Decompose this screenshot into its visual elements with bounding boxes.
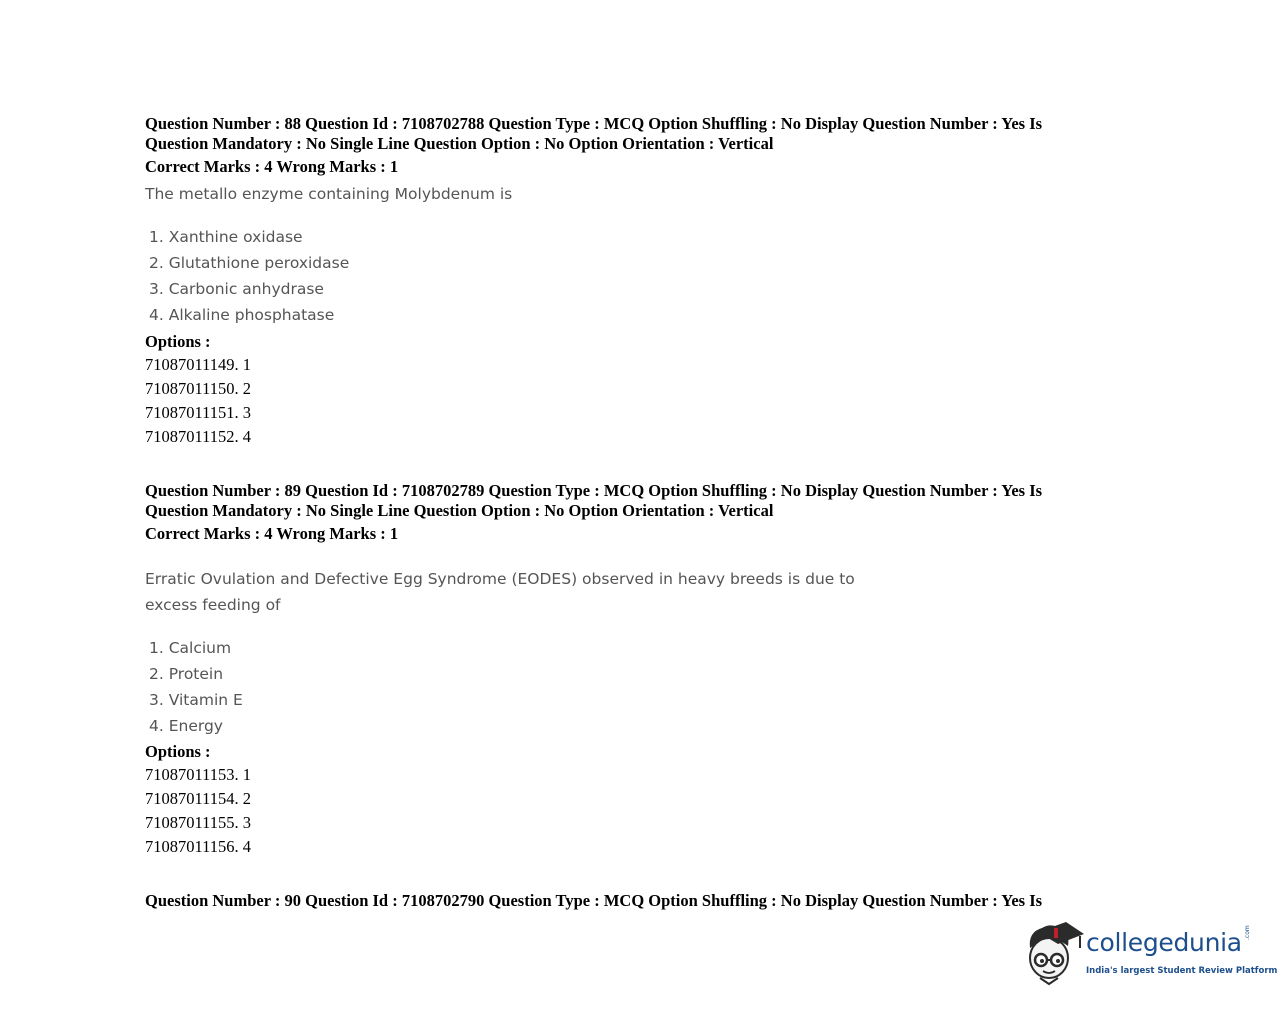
options-label: Options : (145, 332, 211, 351)
answer-choices (149, 224, 349, 328)
meta-line: Question Number : 90 Question Id : 7108702790 Question Type : MCQ Option Shuffling : No Display Question Number : Yes Is (145, 891, 1043, 910)
question-text (145, 181, 512, 207)
question-89-meta (145, 481, 1105, 521)
options-label: Options : (145, 742, 211, 761)
option-id: 71087011154. 2 (145, 789, 252, 808)
answer-choice: 1. Calcium (149, 639, 232, 657)
answer-choice: 3. Carbonic anhydrase (149, 280, 324, 298)
option-id: 71087011156. 4 (145, 837, 252, 856)
question-text-line: excess feeding of (145, 596, 281, 614)
answer-choice: 3. Vitamin E (149, 691, 243, 709)
question-text-line: Erratic Ovulation and Defective Egg Syndrome (EODES) observed in heavy breeds is due to (145, 570, 855, 588)
brand-tagline: India's largest Student Review Platform (1086, 966, 1278, 976)
question-90-meta (145, 891, 1105, 911)
collegedunia-logo (1022, 918, 1278, 990)
option-id: 71087011152. 4 (145, 427, 252, 446)
option-ids (145, 763, 251, 859)
option-id: 71087011155. 3 (145, 813, 252, 832)
answer-choice: 2. Glutathione peroxidase (149, 254, 350, 272)
meta-line: Question Mandatory : No Single Line Question Option : No Option Orientation : Vertical (145, 134, 774, 153)
student-mascot-icon (1022, 918, 1086, 990)
meta-line: Question Number : 88 Question Id : 7108702788 Question Type : MCQ Option Shuffling : No Display Question Number : Yes Is (145, 114, 1043, 133)
question-88-meta (145, 114, 1105, 154)
brand-name: collegedunia (1086, 928, 1242, 957)
brand-domain-suffix: .com (1244, 925, 1251, 940)
answer-choice: 4. Energy (149, 717, 223, 735)
question-text-line: The metallo enzyme containing Molybdenum is (145, 185, 513, 203)
question-text (145, 566, 855, 618)
answer-choice: 1. Xanthine oxidase (149, 228, 303, 246)
meta-line: Question Number : 89 Question Id : 7108702789 Question Type : MCQ Option Shuffling : No Display Question Number : Yes Is (145, 481, 1043, 500)
option-id: 71087011150. 2 (145, 379, 252, 398)
answer-choices (149, 635, 243, 739)
option-ids (145, 353, 251, 449)
answer-choice: 4. Alkaline phosphatase (149, 306, 335, 324)
option-id: 71087011153. 1 (145, 765, 252, 784)
marks-line: Correct Marks : 4 Wrong Marks : 1 (145, 524, 399, 543)
marks-line: Correct Marks : 4 Wrong Marks : 1 (145, 157, 399, 176)
option-id: 71087011151. 3 (145, 403, 252, 422)
option-id: 71087011149. 1 (145, 355, 252, 374)
answer-choice: 2. Protein (149, 665, 224, 683)
meta-line: Question Mandatory : No Single Line Question Option : No Option Orientation : Vertical (145, 501, 774, 520)
